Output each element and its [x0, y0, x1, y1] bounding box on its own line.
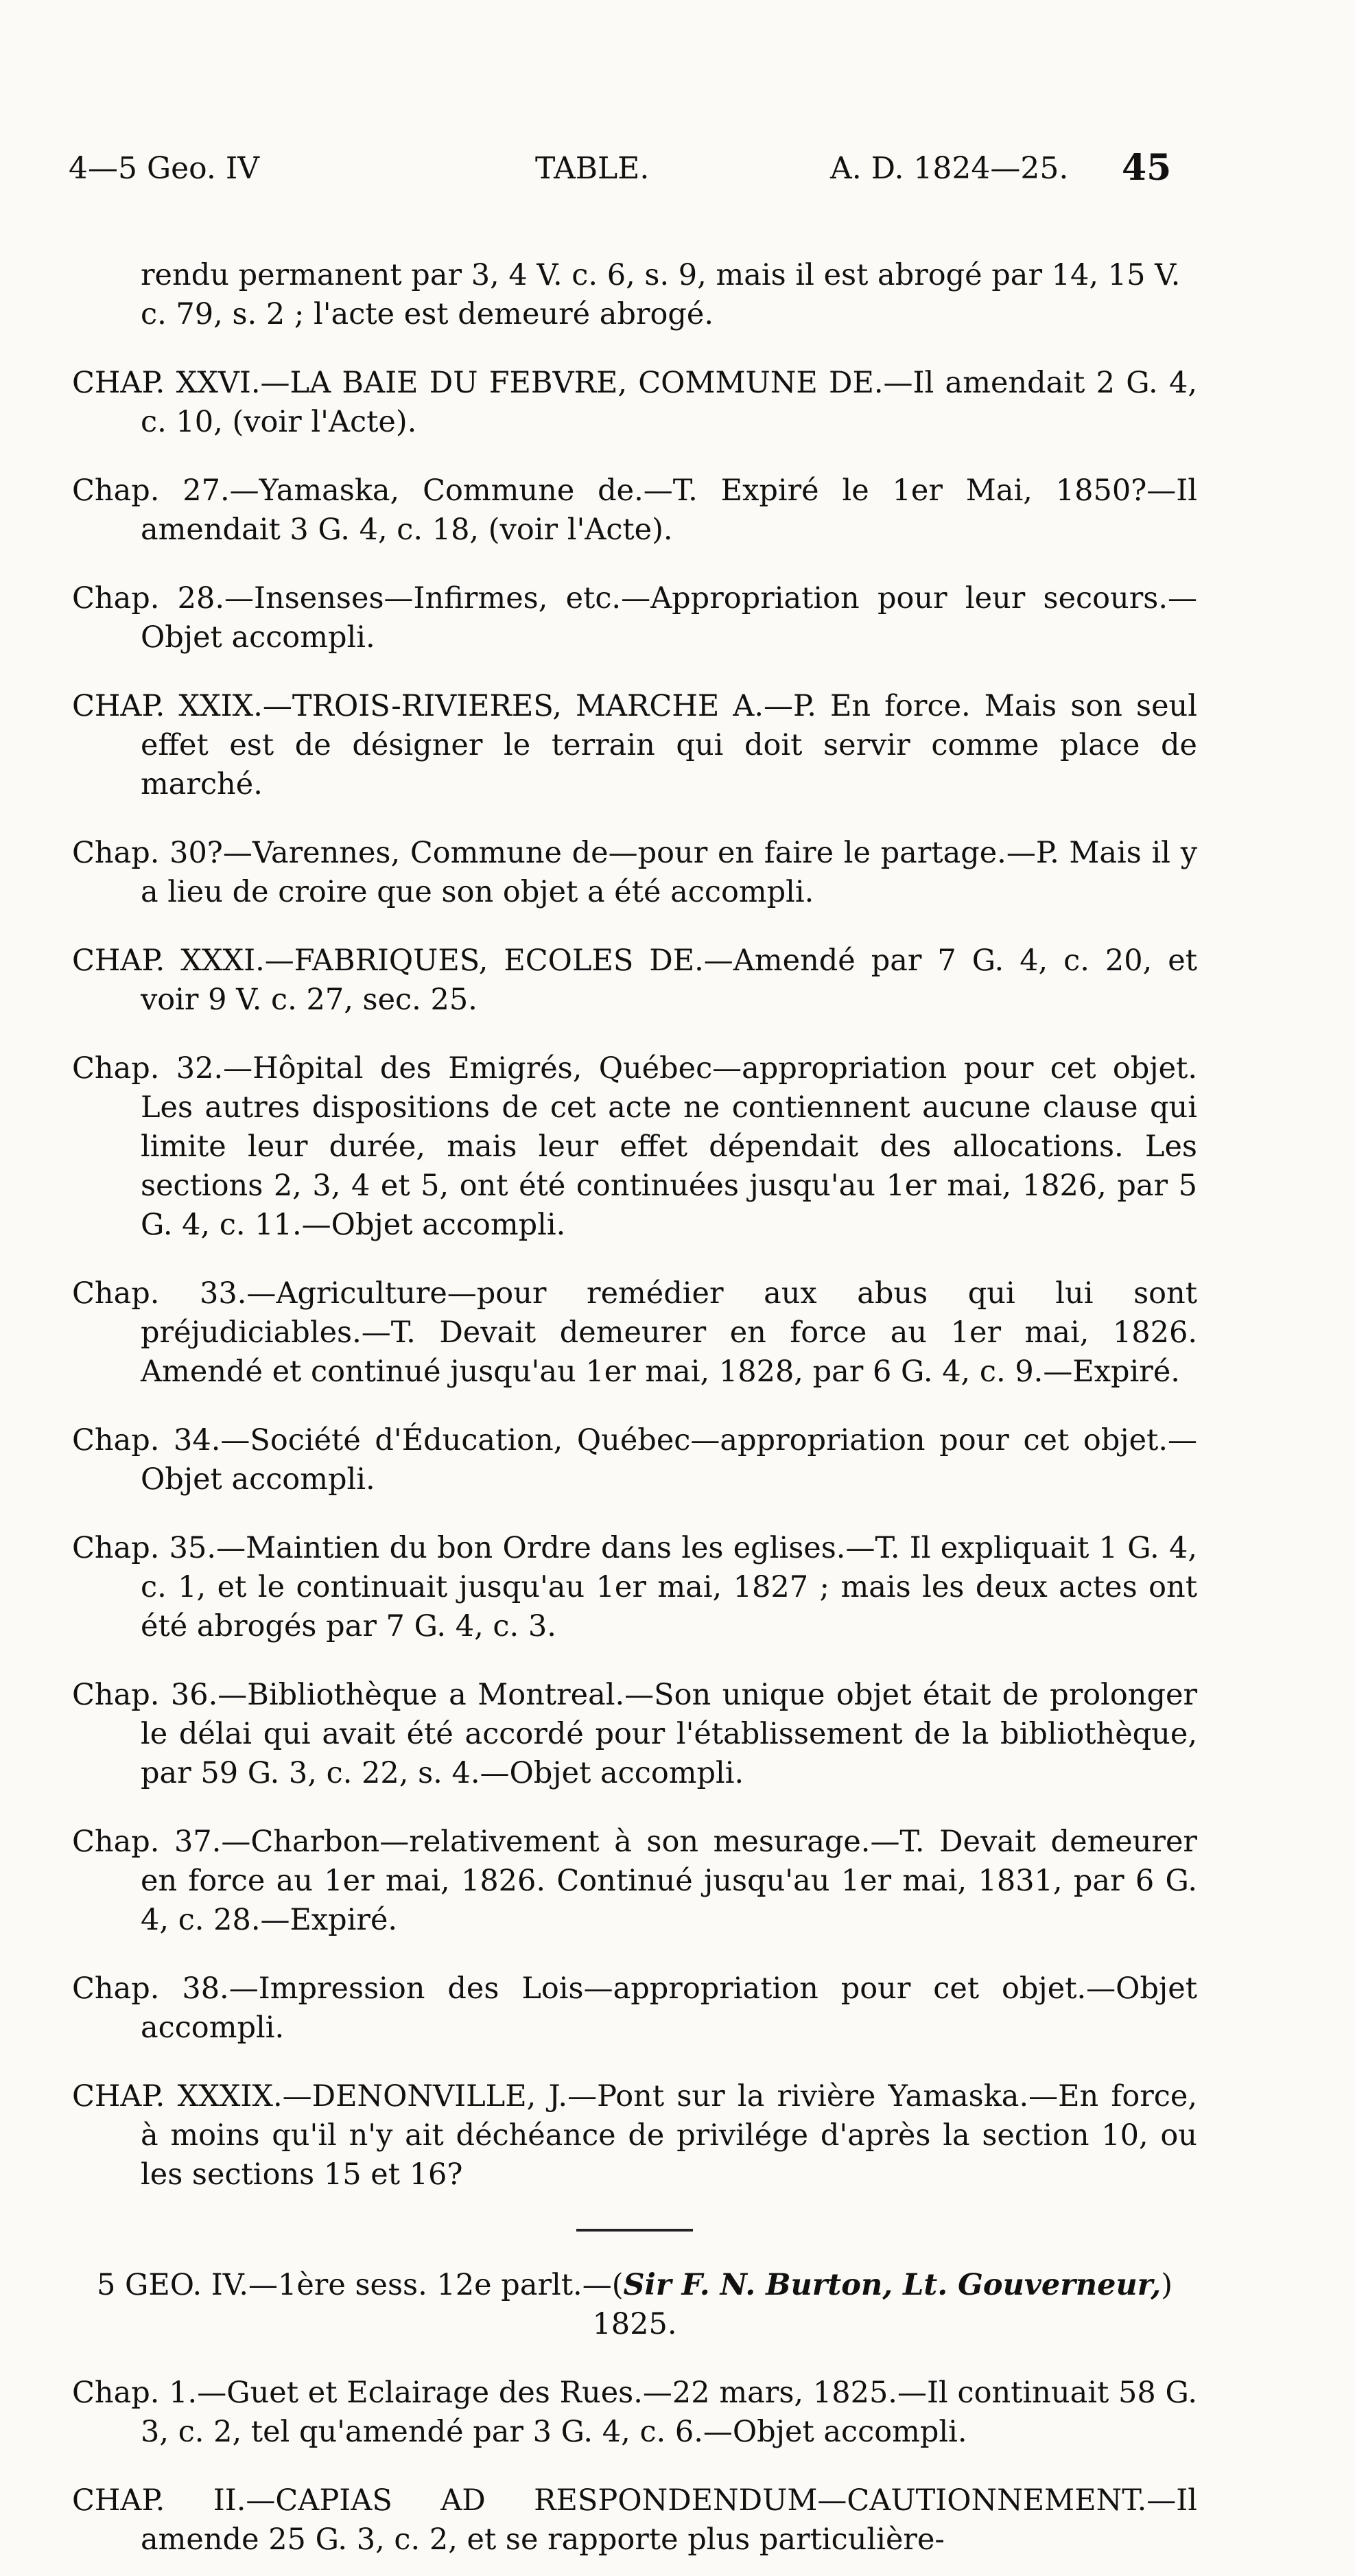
chapter-entry: Chap. 32.—Hôpital des Emigrés, Québec—appropriation pour cet objet. Les autres dispositions de cet acte ne contiennent aucune clause qui limite leur durée, mais leur effet dépendait des allocations. Les sections 2, 3, 4 et 5, ont été continuées jusqu'au 1er mai, 1826, par 5 G. 4, c. 11.—Objet accompli.: [72, 1051, 1197, 1242]
session-title: 5 GEO. IV.—1ère sess. 12e parlt.—(: [96, 2268, 624, 2302]
chapter-entry: Chap. 36.—Bibliothèque a Montreal.—Son unique objet était de prolonger le délai qui avait été accordé pour l'établissement de la bibliothèque, par 59 G. 3, c. 22, s. 4.—Objet accompli.: [72, 1678, 1197, 1790]
chapter-entry: CHAP. XXIX.—TROIS-RIVIERES, MARCHE A.—P. En force. Mais son seul effet est de désigner le terrain qui doit servir comme place de marché.: [72, 689, 1197, 801]
session-year: 1825.: [592, 2307, 677, 2341]
header-regnal-year: 4—5 Geo. IV: [69, 151, 260, 186]
chapter-entry: Chap. 34.—Société d'Éducation, Québec—appropriation pour cet objet.—Objet accompli.: [72, 1423, 1197, 1497]
table-content: [72, 226, 1197, 2576]
chapter-entry: CHAP. XXXIX.—DENONVILLE, J.—Pont sur la rivière Yamaska.—En force, à moins qu'il n'y ait déchéance de privilége d'après la section 10, ou les sections 15 et 16?: [72, 2079, 1197, 2192]
chapter-entry: Chap. 28.—Insenses—Infirmes, etc.—Appropriation pour leur secours.—Objet accompli.: [72, 581, 1197, 655]
page-number: 45: [1122, 147, 1172, 189]
chapter-entry: Chap. 37.—Charbon—relativement à son mesurage.—T. Devait demeurer en force au 1er mai, 1826. Continué jusqu'au 1er mai, 1831, par 6 G. 4, c. 28.—Expiré.: [72, 1825, 1197, 1937]
continuation-text: rendu permanent par 3, 4 V. c. 6, s. 9, mais il est abrogé par 14, 15 V. c. 79, s. 2 ; l'acte est demeuré abrogé.: [141, 258, 1181, 331]
chapter-entry: CHAP. XXXI.—FABRIQUES, ECOLES DE.—Amendé par 7 G. 4, c. 20, et voir 9 V. c. 27, sec. 25.: [72, 944, 1197, 1017]
chapter-entry: CHAP. II.—CAPIAS AD RESPONDENDUM—CAUTIONNEMENT.—Il amende 25 G. 3, c. 2, et se rapporte plus particulière-: [72, 2483, 1197, 2557]
session-close: ): [1161, 2268, 1173, 2302]
header-title: TABLE.: [535, 151, 650, 186]
chapter-entry: CHAP. XXVI.—LA BAIE DU FEBVRE, COMMUNE DE.—Il amendait 2 G. 4, c. 10, (voir l'Acte).: [72, 366, 1197, 439]
chapter-entry: Chap. 33.—Agriculture—pour remédier aux abus qui lui sont préjudiciables.—T. Devait demeurer en force au 1er mai, 1826. Amendé et continué jusqu'au 1er mai, 1828, par 6 G. 4, c. 9.—Expiré.: [72, 1276, 1197, 1389]
section-divider: [576, 2229, 693, 2232]
chapter-entry: Chap. 1.—Guet et Eclairage des Rues.—22 mars, 1825.—Il continuait 58 G. 3, c. 2, tel qu'amendé par 3 G. 4, c. 6.—Objet accompli.: [72, 2376, 1197, 2449]
chapter-entry: Chap. 30?—Varennes, Commune de—pour en faire le partage.—P. Mais il y a lieu de croire que son objet a été accompli.: [72, 836, 1197, 909]
session-governor: Sir F. N. Burton, Lt. Gouverneur,: [623, 2268, 1162, 2302]
header-year: A. D. 1824—25.: [830, 151, 1069, 186]
running-header: [69, 137, 1180, 199]
chapter-entry: Chap. 38.—Impression des Lois—appropriation pour cet objet.—Objet accompli.: [72, 1971, 1197, 2045]
chapter-entry: Chap. 27.—Yamaska, Commune de.—T. Expiré le 1er Mai, 1850?—Il amendait 3 G. 4, c. 18, (voir l'Acte).: [72, 473, 1197, 547]
session-heading: [72, 2266, 1197, 2344]
chapter-entry: Chap. 35.—Maintien du bon Ordre dans les eglises.—T. Il expliquait 1 G. 4, c. 1, et le continuait jusqu'au 1er mai, 1827 ; mais les deux actes ont été abrogés par 7 G. 4, c. 3.: [72, 1531, 1197, 1643]
